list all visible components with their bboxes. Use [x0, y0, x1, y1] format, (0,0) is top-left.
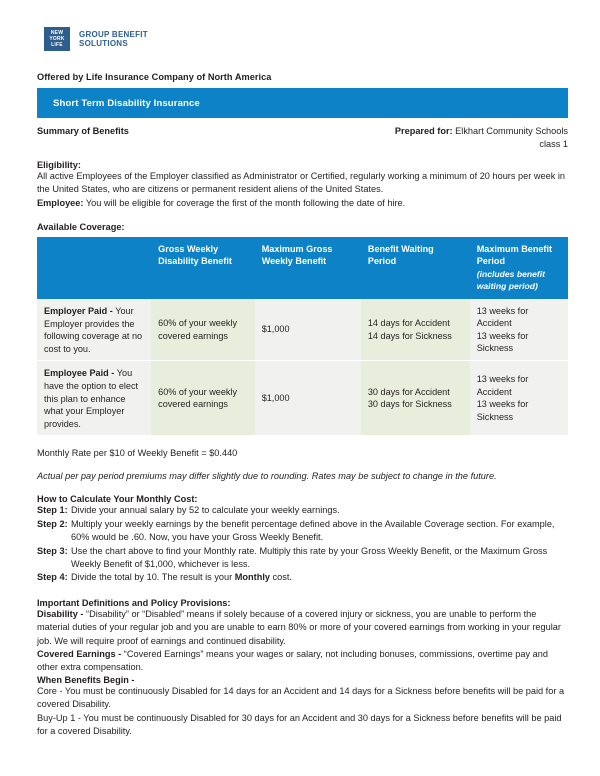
col-header-gross-weekly-disability-benefit: Gross Weekly Disability Benefit: [151, 237, 255, 299]
definitions-heading: Important Definitions and Policy Provisions:: [37, 597, 231, 608]
step-3-text: Use the chart above to find your Monthly rate. Multiply this rate by your Gross Weekly Benefit, or the Maximum Gross Weekly Benefit of $1,000, whichever is less.: [71, 545, 548, 569]
employee-text: You will be eligible for coverage the first of the month following the date of hire.: [83, 197, 406, 208]
prepared-for-value: Elkhart Community Schools: [455, 126, 568, 136]
employee-label: Employee:: [37, 197, 84, 208]
rate-disclaimer-note: Actual per pay period premiums may differ slightly due to rounding. Rates may be subject to change in the future.: [37, 471, 497, 482]
coverage-table: [37, 237, 568, 436]
row-employer-paid-waiting-line-1: 14 days for Accident: [367, 318, 450, 329]
row-employer-paid-max-period-line-2: Accident: [476, 318, 512, 329]
new-york-life-logo-icon: [44, 27, 70, 51]
definition-disability-term: Disability -: [37, 608, 87, 619]
definition-disability-text: “Disability” or “Disabled” means if solely because of a covered injury or sickness, you are unable to perform the material duties of your regular job and you are unable to earn 80% or more of your covered earnings from working in your regular job. We will require proof of earnings and continued disability.: [37, 608, 561, 646]
coverage-table-body: [37, 299, 568, 436]
when-benefits-begin-buyup: Buy-Up 1 - You must be continuously Disabled for 30 days for an Accident and 30 days for a Sickness before benefits will be paid for a covered Disability.: [37, 712, 562, 737]
eligibility-paragraph-text: All active Employees of the Employer classified as Administrator or Certified, regularly working a minimum of 20 hours per week in the United States, who are citizens or permanent resident aliens of the United States.: [37, 171, 565, 195]
step-4-text: [71, 571, 568, 584]
row-employer-paid-max-period-line-1: 13 weeks for: [476, 305, 529, 316]
brand-logo: [0, 0, 600, 56]
document-content: [0, 72, 600, 738]
calculation-step: [37, 518, 568, 545]
prepared-for-block: [395, 125, 568, 151]
definition-covered-earnings: [37, 648, 568, 675]
calculation-step: [37, 504, 568, 517]
logo-mark-line-3: LIFE: [51, 42, 63, 49]
row-employee-paid-waiting-period: [361, 361, 470, 436]
row-employee-paid-max-period-line-3: 13 weeks for: [476, 399, 529, 410]
step-2-text: Multiply your weekly earnings by the benefit percentage defined above in the Available Coverage section. For example, 60% would be .60. Now, you have your Gross Weekly Benefit.: [71, 518, 555, 543]
row-employer-paid-max-period-line-4: Sickness: [476, 343, 514, 354]
when-benefits-begin-core: Core - You must be continuously Disabled for 14 days for an Accident and 14 days for a Sickness before benefits will be paid for a covered Disability.: [37, 685, 565, 710]
product-title-band: [37, 88, 568, 118]
col-header-maximum-benefit-period-main: Maximum Benefit Period: [476, 244, 553, 267]
step-1-label: Step 1:: [37, 505, 68, 516]
row-employer-paid-max-benefit-period: [470, 299, 568, 361]
row-employer-paid-gross-weekly: 60% of your weekly covered earnings: [151, 299, 255, 361]
definition-covered-earnings-term: Covered Earnings -: [37, 649, 124, 660]
row-employer-paid-max-gross-weekly: $1,000: [255, 299, 361, 361]
eligibility-employee-line: [37, 197, 568, 210]
brand-wordmark-line-2: SOLUTIONS: [79, 39, 128, 48]
logo-mark-line-2: YORK: [49, 35, 65, 42]
brand-wordmark-line-1: GROUP BENEFIT: [79, 29, 148, 39]
monthly-rate-line: Monthly Rate per $10 of Weekly Benefit = $0.440: [37, 448, 238, 459]
col-header-blank: [37, 237, 151, 299]
definition-covered-earnings-text: “Covered Earnings” means your wages or salary, not including bonuses, commissions, overtime pay and other extra compensation.: [37, 649, 548, 673]
class-line: class 1: [539, 139, 568, 149]
logo-mark-line-1: NEW: [50, 29, 64, 36]
summary-header-row: [37, 125, 568, 151]
col-header-maximum-gross-weekly-benefit: Maximum Gross Weekly Benefit: [255, 237, 361, 299]
row-employee-paid-max-benefit-period: [470, 361, 568, 436]
row-employee-paid-max-gross-weekly: $1,000: [255, 361, 361, 436]
row-employee-paid-label: [37, 361, 151, 436]
row-employer-paid-max-period-line-3: 13 weeks for: [476, 330, 529, 341]
calculation-step: [37, 545, 568, 572]
row-employee-paid-max-period-line-1: 13 weeks for: [476, 374, 529, 385]
step-1-text: Divide your annual salary by 52 to calculate your weekly earnings.: [71, 505, 340, 516]
row-employee-paid-label-rest: You have the option to elect this plan to enhance what your Employer provides.: [44, 368, 139, 429]
calculation-step: [37, 571, 568, 584]
row-employer-paid-label-bold: Employer Paid -: [44, 306, 116, 317]
row-employer-paid-label: [37, 299, 151, 361]
coverage-table-header-row: [37, 237, 568, 299]
row-employee-paid-gross-weekly: 60% of your weekly covered earnings: [151, 361, 255, 436]
row-employee-paid-max-period-line-2: Accident: [476, 386, 512, 397]
step-4-label: Step 4:: [37, 572, 68, 583]
product-title: Short Term Disability Insurance: [53, 97, 200, 109]
eligibility-heading: Eligibility:: [37, 160, 81, 170]
offered-by-line: Offered by Life Insurance Company of North America: [37, 72, 272, 82]
prepared-for-label: Prepared for:: [394, 126, 453, 136]
step-4-text-bold: Monthly: [234, 572, 270, 583]
row-employee-paid-waiting-line-2: 30 days for Sickness: [367, 399, 452, 410]
row-employee-paid-waiting-line-1: 30 days for Accident: [367, 386, 450, 397]
eligibility-paragraph: [37, 170, 568, 197]
col-header-maximum-benefit-period-sub: (includes benefit waiting period): [476, 268, 545, 291]
step-3-label: Step 3:: [37, 545, 68, 556]
row-employer-paid-waiting-period: [361, 299, 470, 361]
table-row: [37, 299, 568, 361]
step-4-text-post: cost.: [269, 572, 292, 583]
available-coverage-heading: Available Coverage:: [37, 222, 125, 233]
step-2-label: Step 2:: [37, 518, 68, 529]
col-header-benefit-waiting-period: Benefit Waiting Period: [361, 237, 470, 299]
table-row: [37, 361, 568, 436]
step-4-text-pre: Divide the total by 10. The result is your: [71, 572, 235, 583]
row-employer-paid-label-rest: Your Employer provides the following coverage at no cost to you.: [44, 306, 143, 354]
row-employee-paid-max-period-line-4: Sickness: [476, 411, 514, 422]
row-employee-paid-label-bold: Employee Paid -: [44, 368, 117, 379]
when-benefits-begin-heading: When Benefits Begin -: [37, 674, 135, 685]
how-to-calculate-heading: How to Calculate Your Monthly Cost:: [37, 494, 198, 505]
row-employer-paid-waiting-line-2: 14 days for Sickness: [367, 330, 452, 341]
summary-of-benefits-label: Summary of Benefits: [37, 126, 129, 136]
definition-disability: [37, 608, 568, 648]
brand-wordmark: [79, 30, 148, 49]
col-header-maximum-benefit-period: [470, 237, 568, 299]
coverage-table-head: [37, 237, 568, 299]
